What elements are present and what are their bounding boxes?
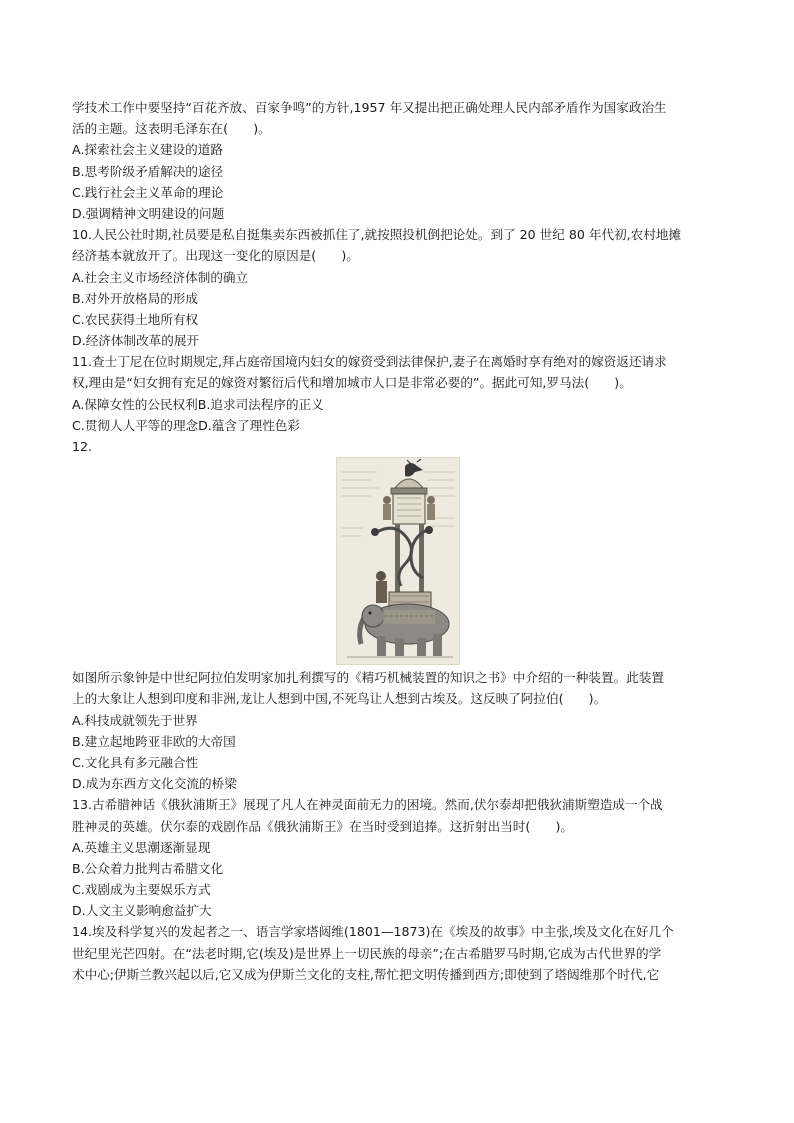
option-d: D.人文主义影响愈益扩大 [72, 903, 212, 919]
exam-page [72, 97, 724, 985]
question-10 [72, 224, 724, 351]
question-stem-line: 13.古希腊神话《俄狄浦斯王》展现了凡人在神灵面前无力的困境。然而,伏尔泰却把俄狄浦斯塑造成一个战 [72, 797, 663, 813]
option-d: D.强调精神文明建设的问题 [72, 205, 225, 221]
question-stem-line: 胜神灵的英雄。伏尔泰的戏剧作品《俄狄浦斯王》在当时受到追捧。这折射出当时( )。 [72, 818, 573, 834]
question-stem-line: 14.埃及科学复兴的发起者之一、语言学家塔闼维(1801—1873)在《埃及的故事》中主张,埃及文化在好几个 [72, 924, 674, 940]
option-b: B.公众着力批判古希腊文化 [72, 860, 224, 876]
question-number: 12. [72, 439, 93, 454]
option-b: B.对外开放格局的形成 [72, 290, 198, 306]
option-a: A.探索社会主义建设的道路 [72, 142, 223, 158]
question-stem-line: 术中心;伊斯兰教兴起以后,它又成为伊斯兰文化的支柱,帮忙把文明传播到西方;即使到了塔闼维那个时代,它 [72, 966, 660, 982]
option-c: C.戏剧成为主要娱乐方式 [72, 882, 211, 898]
option-d: D.经济体制改革的展开 [72, 333, 200, 349]
option-a: A.社会主义市场经济体制的确立 [72, 269, 249, 285]
question-stem-line: 世纪里光芒四射。在“法老时期,它(埃及)是世界上一切民族的母亲”;在古希腊罗马时期,它成为古代世界的学 [72, 945, 662, 961]
question-stem-line: 11.查士丁尼在位时期规定,拜占庭帝国境内妇女的嫁资受到法律保护,妻子在离婚时享有绝对的嫁资返还请求 [72, 354, 667, 370]
question-13 [72, 794, 724, 921]
question-stem-line: 权,理由是“妇女拥有充足的嫁资对繁衍后代和增加城市人口是非常必要的”。据此可知,罗马法( )。 [72, 375, 632, 391]
option-c: C.文化具有多元融合性 [72, 754, 199, 770]
option-c: C.践行社会主义革命的理论 [72, 184, 224, 200]
option-b: B.建立起地跨亚非欧的大帝国 [72, 733, 236, 749]
option-ab: A.保障女性的公民权利B.追求司法程序的正义 [72, 396, 324, 412]
option-a: A.科技成就领先于世界 [72, 712, 198, 728]
question-stem-line: 学技术工作中要坚持“百花齐放、百家争鸣”的方针,1957 年又提出把正确处理人民内部矛盾作为国家政治生 [72, 100, 667, 115]
figure-container [72, 457, 724, 667]
question-12 [72, 436, 724, 794]
option-d: D.成为东西方文化交流的桥梁 [72, 776, 237, 792]
question-stem-line: 如图所示象钟是中世纪阿拉伯发明家加扎利撰写的《精巧机械装置的知识之书》中介绍的一种装置。此装置 [72, 670, 664, 686]
option-cd: C.贯彻人人平等的理念D.蕴含了理性色彩 [72, 417, 300, 433]
question-stem-line: 10.人民公社时期,社员要是私自挺集卖东西被抓住了,就按照投机倒把论处。到了 20 世纪 80 年代初,农村地摊 [72, 227, 682, 243]
question-11 [72, 351, 724, 436]
question-14 [72, 921, 724, 985]
question-9 [72, 97, 724, 224]
option-a: A.英雄主义思潮逐渐显现 [72, 839, 211, 855]
option-b: B.思考阶级矛盾解决的途径 [72, 163, 224, 179]
question-stem-line: 活的主题。这表明毛泽东在( )。 [72, 121, 271, 137]
elephant-clock-illustration [336, 457, 460, 665]
question-stem-line: 上的大象让人想到印度和非洲,龙让人想到中国,不死鸟让人想到古埃及。这反映了阿拉伯( )。 [72, 691, 607, 707]
option-c: C.农民获得土地所有权 [72, 311, 199, 327]
question-stem-line: 经济基本就放开了。出现这一变化的原因是( )。 [72, 248, 359, 264]
